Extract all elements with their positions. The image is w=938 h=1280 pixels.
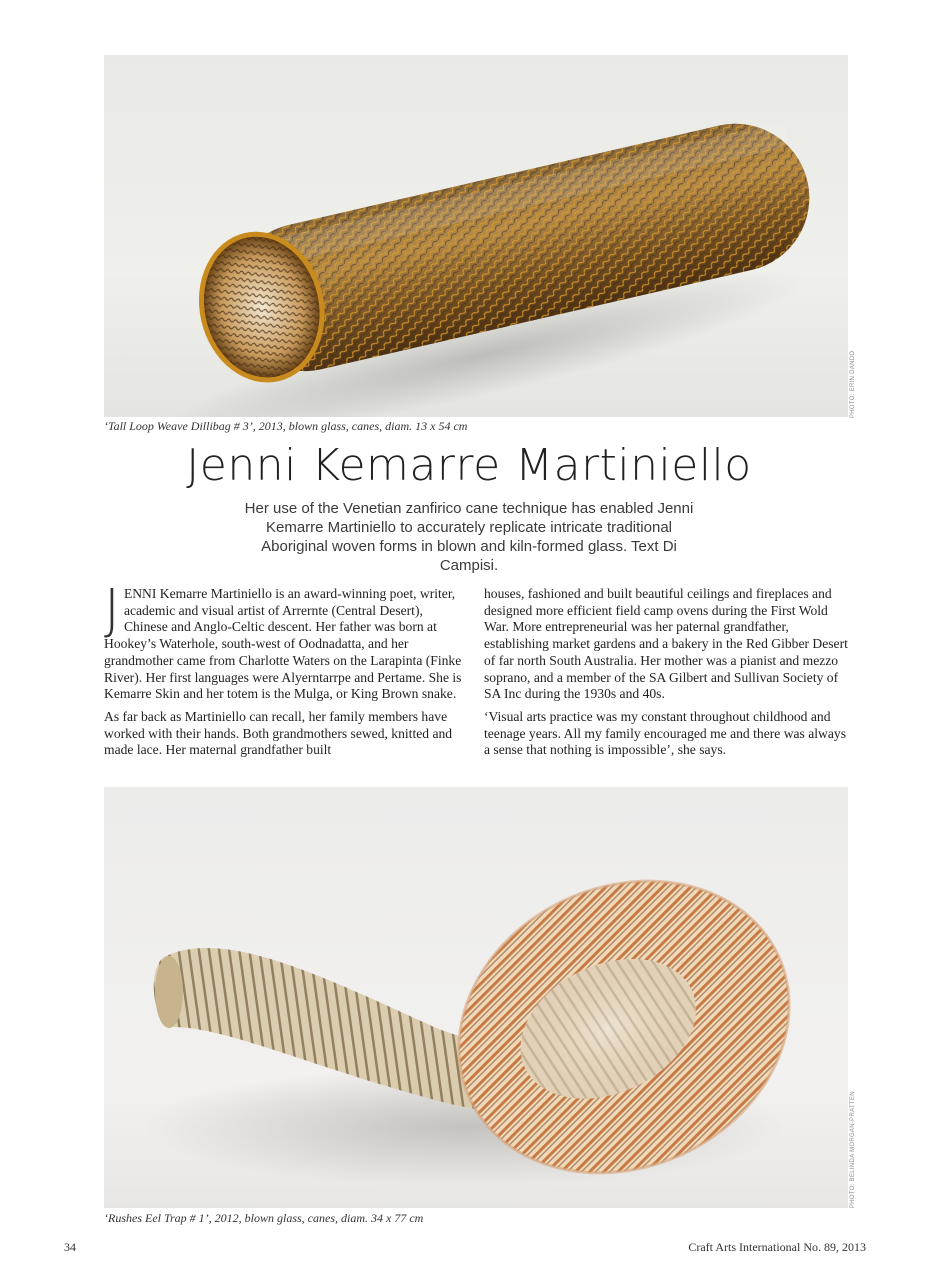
article-paragraph [104,578,468,703]
photo-credit: PHOTO: BELINDA MORGAN-PRATTEN [850,1091,856,1208]
article-title: Jenni Kemarre Martiniello [186,440,752,491]
photo-dillibag [104,55,848,417]
article-standfirst: Her use of the Venetian zanfirico cane technique has enabled Jenni Kemarre Martiniello to accurately replicate intricate traditional Aboriginal woven forms in blown and kiln-formed glass. Text Di Campisi. [244,500,694,574]
article-paragraph-continued: houses, fashioned and built beautiful ceilings and fireplaces and designed more efficient field camp ovens during the First Wold War. More entrepreneurial was her paternal grandfather, establishing market gardens and a bakery in the Red Gibber Desert of far north South Australia. Her mother was a pianist and mezzo soprano, and a member of the SA Gilbert and Sullivan Society of SA Inc during the 1930s and 40s. [484,586,848,702]
photo-caption: ‘Tall Loop Weave Dillibag # 3’, 2013, blown glass, canes, diam. 13 x 54 cm [104,419,468,433]
page-number: 34 [64,1240,76,1254]
photo-credit: PHOTO: ERIN DANDO [850,350,856,418]
magazine-footer: Craft Arts International No. 89, 2013 [688,1240,866,1254]
photo-eel-trap [104,787,848,1208]
article-paragraph: ‘Visual arts practice was my constant throughout childhood and teenage years. All my family encouraged me and there was always a sense that nothing is impossible’, she says. [484,708,846,758]
drop-cap: J [104,578,120,641]
article-column-left [104,578,468,765]
article-column-right [484,586,848,765]
paragraph-text: ENNI Kemarre Martiniello is an award-winning poet, writer, academic and visual artist of Arrernte (Central Desert), Chinese and Anglo-Celtic descent. Her father was born at Hookey’s Waterhole, south-west of Oodnadatta, and her grandmother came from Charlotte Waters on the Larapinta (Finke River). Her first languages were Alyerntarrpe and Pertame. She is Kemarre Skin and her totem is the Mulga, or King Brown snake. [104,586,462,702]
photo-caption: ‘Rushes Eel Trap # 1’, 2012, blown glass, canes, diam. 34 x 77 cm [104,1211,424,1225]
article-paragraph: As far back as Martiniello can recall, her family members have worked with their hands. Both grandmothers sewed, knitted and made lace. Her maternal grandfather built [104,708,453,758]
